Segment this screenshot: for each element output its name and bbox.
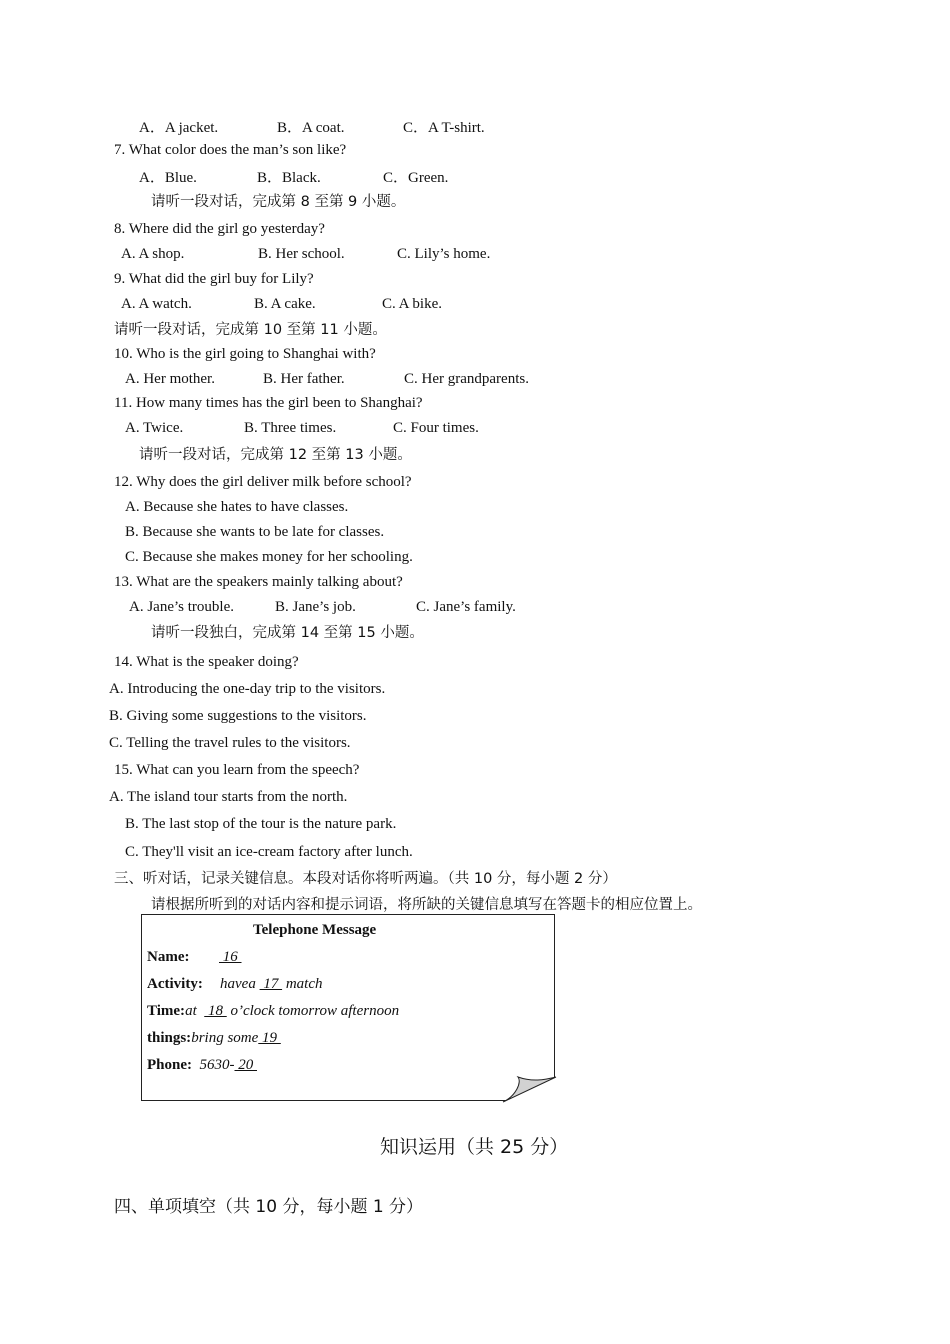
instruction-8-9: 请听一段对话，完成第 8 至第 9 小题。 bbox=[151, 194, 406, 210]
phone-line bbox=[147, 1056, 257, 1074]
activity-prefix: havea bbox=[220, 976, 260, 992]
things-label: things: bbox=[147, 1030, 192, 1046]
telephone-message-title: Telephone Message bbox=[253, 922, 377, 938]
q15-option-c: C. They'll visit an ice-cream factory after lunch. bbox=[125, 844, 413, 860]
q11-option-c: C. Four times. bbox=[393, 420, 479, 436]
q8-option-a: A. A shop. bbox=[121, 246, 185, 262]
activity-suffix: match bbox=[282, 976, 323, 992]
q11-stem: 11. How many times has the girl been to Shanghai? bbox=[114, 395, 423, 411]
q14-stem: 14. What is the speaker doing? bbox=[114, 654, 299, 670]
q8-option-c: C. Lily’s home. bbox=[397, 246, 491, 262]
q10-option-a: A. Her mother. bbox=[125, 371, 215, 387]
phone-label: Phone: bbox=[147, 1057, 192, 1073]
q14-option-c: C. Telling the travel rules to the visitors. bbox=[109, 735, 351, 751]
q13-option-b: B. Jane’s job. bbox=[275, 599, 356, 615]
q10-option-c: C. Her grandparents. bbox=[404, 371, 529, 387]
q7-option-b: B．Black. bbox=[257, 170, 321, 186]
blank-19: 19 bbox=[258, 1030, 281, 1046]
q12-option-a: A. Because she hates to have classes. bbox=[125, 499, 349, 515]
section-3-instruction: 请根据所听到的对话内容和提示词语，将所缺的关键信息填写在答题卡的相应位置上。 bbox=[151, 897, 702, 913]
q10-option-b: B. Her father. bbox=[263, 371, 345, 387]
q9-option-a: A. A watch. bbox=[121, 296, 192, 312]
activity-line bbox=[220, 975, 323, 993]
q11-option-a: A. Twice. bbox=[125, 420, 184, 436]
page-curl-icon bbox=[498, 1074, 558, 1104]
q12-option-b: B. Because she wants to be late for classes. bbox=[125, 524, 385, 540]
q14-option-b: B. Giving some suggestions to the visitors. bbox=[109, 708, 367, 724]
blank-16: 16 bbox=[219, 949, 242, 965]
blank-18: 18 bbox=[204, 1003, 227, 1019]
q6-option-a: A．A jacket. bbox=[139, 120, 219, 136]
activity-label: Activity: bbox=[147, 976, 203, 992]
q7-option-a: A．Blue. bbox=[139, 170, 197, 186]
q8-option-b: B. Her school. bbox=[258, 246, 345, 262]
q9-option-b: B. A cake. bbox=[254, 296, 316, 312]
q7-option-c: C．Green. bbox=[383, 170, 449, 186]
q6-option-c: C．A T-shirt. bbox=[403, 120, 485, 136]
q14-option-a: A. Introducing the one-day trip to the visitors. bbox=[109, 681, 386, 697]
section-3-heading: 三、听对话，记录关键信息。本段对话你将听两遍。（共 10 分，每小题 2 分） bbox=[114, 871, 617, 887]
q15-stem: 15. What can you learn from the speech? bbox=[114, 762, 360, 778]
things-prefix: bring some bbox=[191, 1030, 259, 1046]
things-line bbox=[147, 1029, 281, 1047]
q8-stem: 8. Where did the girl go yesterday? bbox=[114, 221, 325, 237]
q11-option-b: B. Three times. bbox=[244, 420, 337, 436]
time-label: Time: bbox=[147, 1003, 186, 1019]
time-prefix: at bbox=[185, 1003, 205, 1019]
blank-17: 17 bbox=[259, 976, 283, 992]
name-label: Name: bbox=[147, 949, 190, 965]
time-line bbox=[147, 1002, 399, 1020]
section-4-heading: 四、单项填空（共 10 分，每小题 1 分） bbox=[114, 1197, 424, 1217]
q15-option-b: B. The last stop of the tour is the nature park. bbox=[125, 816, 397, 832]
q9-option-c: C. A bike. bbox=[382, 296, 443, 312]
q12-option-c: C. Because she makes money for her schooling. bbox=[125, 549, 413, 565]
instruction-14-15: 请听一段独白，完成第 14 至第 15 小题。 bbox=[151, 625, 424, 641]
q13-stem: 13. What are the speakers mainly talking about? bbox=[114, 574, 403, 590]
knowledge-part-title: 知识运用（共 25 分） bbox=[380, 1136, 569, 1158]
instruction-12-13: 请听一段对话，完成第 12 至第 13 小题。 bbox=[139, 447, 412, 463]
q10-stem: 10. Who is the girl going to Shanghai with? bbox=[114, 346, 376, 362]
instruction-10-11: 请听一段对话，完成第 10 至第 11 小题。 bbox=[114, 322, 387, 338]
time-suffix: o’clock tomorrow afternoon bbox=[226, 1003, 400, 1019]
phone-prefix: 5630- bbox=[199, 1057, 235, 1073]
q6-option-b: B．A coat. bbox=[277, 120, 345, 136]
q13-option-a: A. Jane’s trouble. bbox=[129, 599, 234, 615]
q15-option-a: A. The island tour starts from the north. bbox=[109, 789, 348, 805]
q13-option-c: C. Jane’s family. bbox=[416, 599, 516, 615]
telephone-message-card bbox=[141, 914, 555, 1101]
q12-stem: 12. Why does the girl deliver milk before school? bbox=[114, 474, 412, 490]
q7-stem: 7. What color does the man’s son like? bbox=[114, 142, 347, 158]
blank-20: 20 bbox=[234, 1057, 257, 1073]
q9-stem: 9. What did the girl buy for Lily? bbox=[114, 271, 314, 287]
